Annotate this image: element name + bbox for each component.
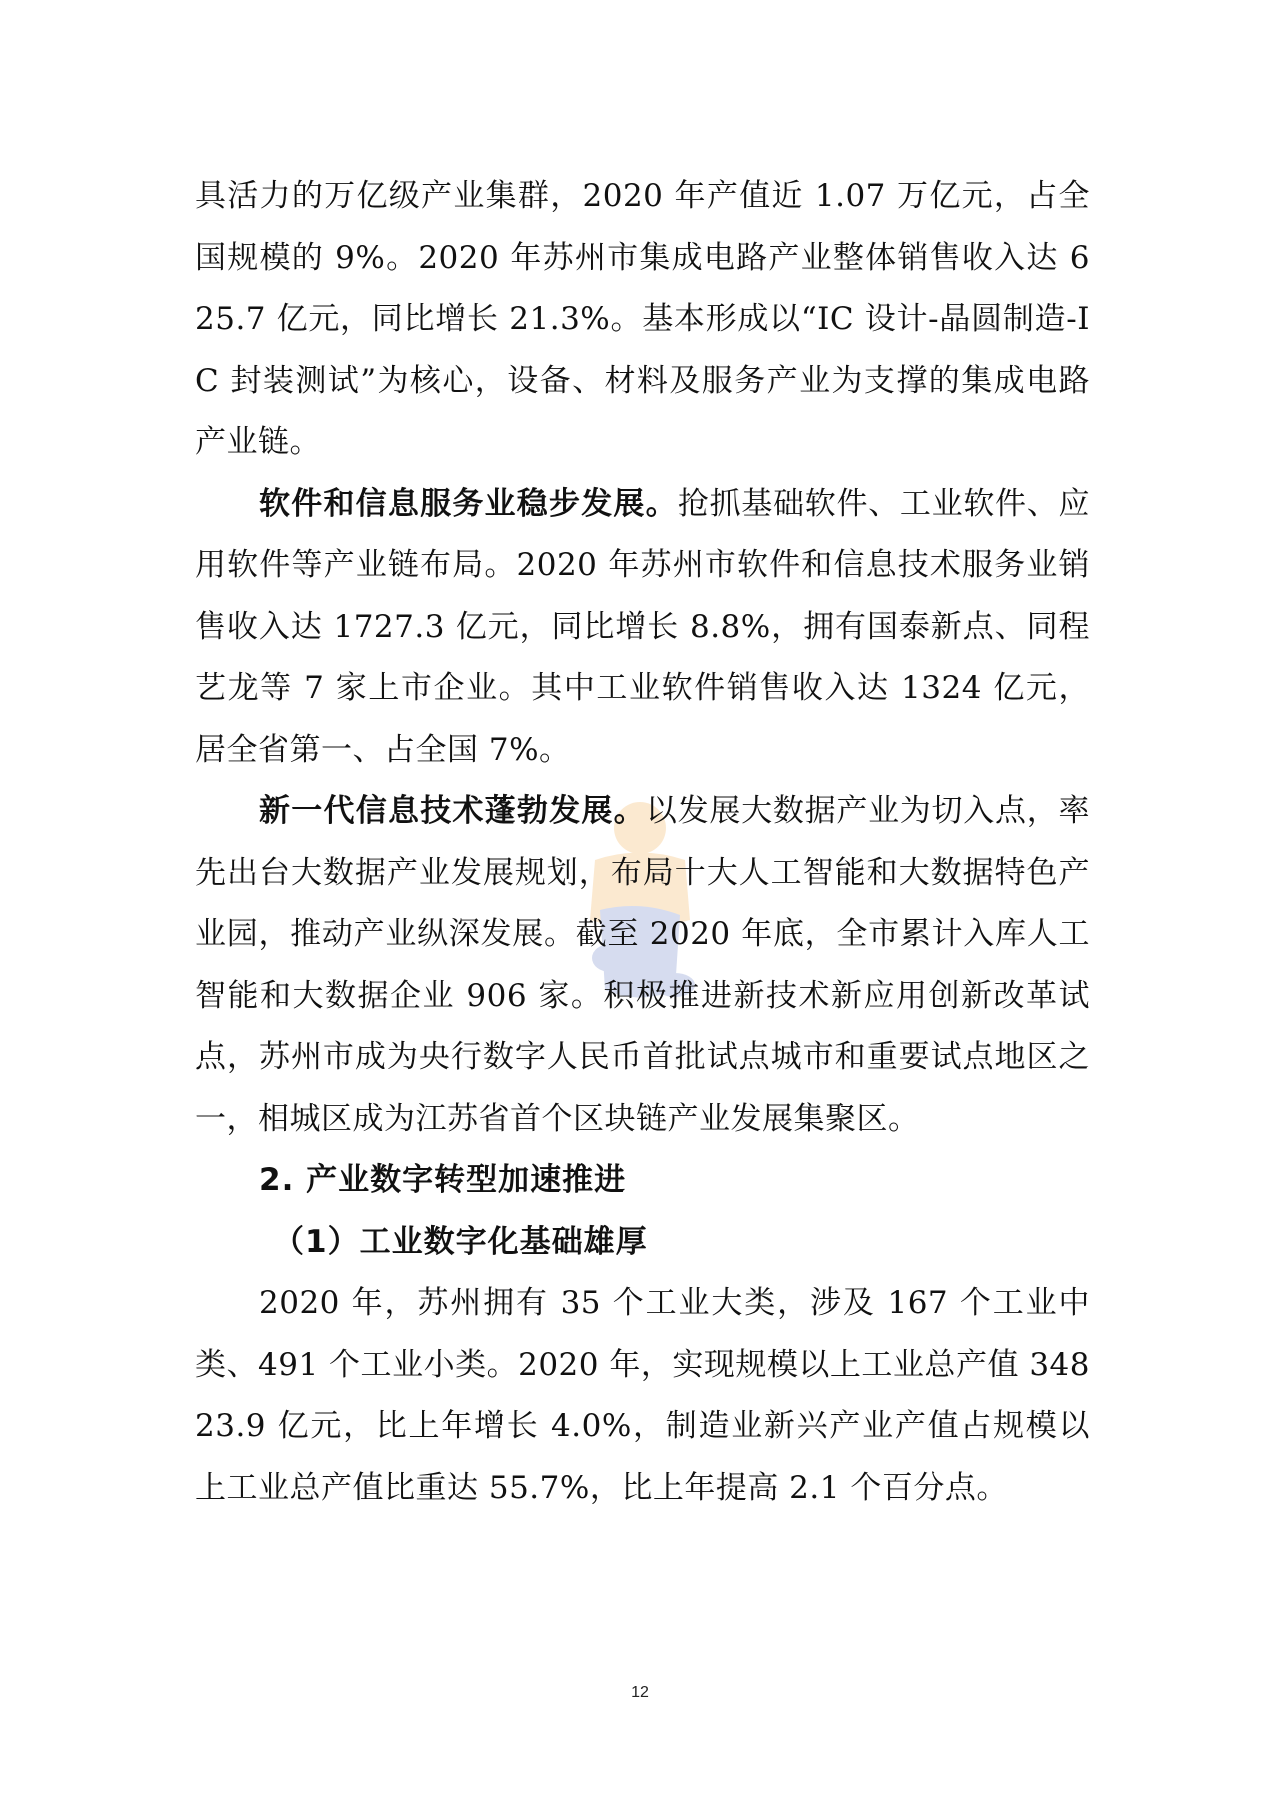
section-heading-2: 2. 产业数字转型加速推进 [259, 1162, 627, 1198]
paragraph-lead-new-it: 新一代信息技术蓬勃发展。 [259, 793, 646, 829]
paragraph-body-new-it: 以发展大数据产业为切入点，率先出台大数据产业发展规划，布局十大人工智能和大数据特色产业园，推动产业纵深发展。截至 2020 年底，全市累计入库人工智能和大数据企业 906 家。积极推进新技术新应用创新改革试点，苏州市成为央行数字人民币首批试点城市和重要试点地区之一，相城区成为江苏省首个区块链产业发展集聚区。 [195, 793, 1091, 1137]
paragraph-industrial-base: 2020 年，苏州拥有 35 个工业大类，涉及 167 个工业中类、491 个工业小类。2020 年，实现规模以上工业总产值 34823.9 亿元，比上年增长 4.0%，制造业新兴产业产值占规模以上工业总产值比重达 55.7%，比上年提高 2.1 个百分点。 [195, 1285, 1090, 1506]
paragraph-body-software: 抢抓基础软件、工业软件、应用软件等产业链布局。2020 年苏州市软件和信息技术服务业销售收入达 1727.3 亿元，同比增长 8.8%，拥有国泰新点、同程艺龙等 7 家上市企业。其中工业软件销售收入达 1324 亿元，居全省第一、占全国 7%。 [195, 485, 1090, 768]
subsection-heading-2-1: （1）工业数字化基础雄厚 [273, 1223, 648, 1260]
paragraph-ic-industry: 具活力的万亿级产业集群，2020 年产值近 1.07 万亿元，占全国规模的 9%。2020 年苏州市集成电路产业整体销售收入达 625.7 亿元，同比增长 21.3%。基本形成以“IC 设计-晶圆制造-IC 封装测试”为核心，设备、材料及服务产业为支撑的集成电路产业链。 [195, 178, 1090, 460]
paragraph-lead-software: 软件和信息服务业稳步发展。 [259, 485, 678, 522]
paragraph-new-it [195, 781, 1090, 1150]
page-number: 12 [631, 1684, 649, 1701]
paragraph-software-services [195, 474, 1090, 782]
document-body [195, 166, 1090, 1519]
